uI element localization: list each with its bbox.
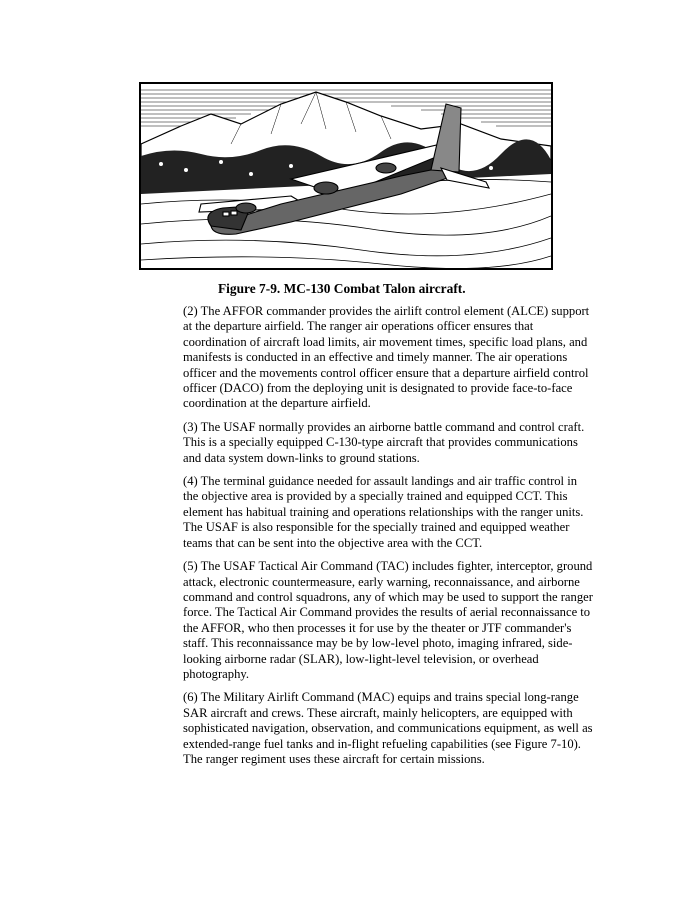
paragraph: (4) The terminal guidance needed for assault landings and air traffic control in the objective area is provided by a specially trained and equipped CCT. This element has habitual training and operations relationships with the ranger units. The USAF is also responsible for the specially trained and equipped weather teams that can be sent into the objective area with the CCT. — [183, 474, 584, 550]
aircraft-illustration — [141, 84, 551, 268]
aircraft-figure — [139, 82, 553, 270]
figure-caption: Figure 7-9. MC-130 Combat Talon aircraft. — [218, 281, 466, 296]
body-text — [183, 304, 595, 775]
paragraph: (6) The Military Airlift Command (MAC) equips and trains special long-range SAR aircraft and crews. These aircraft, mainly helicopters, are equipped with sophisticated navigation, observation, and communications equipment, as well as extended-range fuel tanks and in-flight refueling capabilities (see Figure 7-10). The ranger regiment uses these aircraft for certain missions. — [183, 690, 593, 766]
paragraph: (3) The USAF normally provides an airborne battle command and control craft. This is a specially equipped C-130-type aircraft that provides communications and data system down-links to ground stations. — [183, 419, 585, 465]
paragraph: (5) The USAF Tactical Air Command (TAC) includes fighter, interceptor, ground attack, electronic countermeasure, early warning, reconnaissance, and airborne command and control squadrons, any of which may be used to support the ranger force. The Tactical Air Command provides the results of aerial reconnaissance to the AFFOR, who then processes it for use by the theater or JTF commander's staff. This reconnaissance may be by low-level photo, imaging infrared, side-looking airborne radar (SLAR), low-light-level television, or overhead photography. — [183, 559, 593, 681]
paragraph: (2) The AFFOR commander provides the airlift control element (ALCE) support at the departure airfield. The ranger air operations officer ensures that coordination of aircraft load limits, air movement times, specific load plans, and manifests is conducted in an effective and timely manner. The air operations officer and the movements control officer ensure that a departure airfield control officer (DACO) from the deploying unit is designated to provide face-to-face coordination at the departure airfield. — [183, 304, 590, 411]
